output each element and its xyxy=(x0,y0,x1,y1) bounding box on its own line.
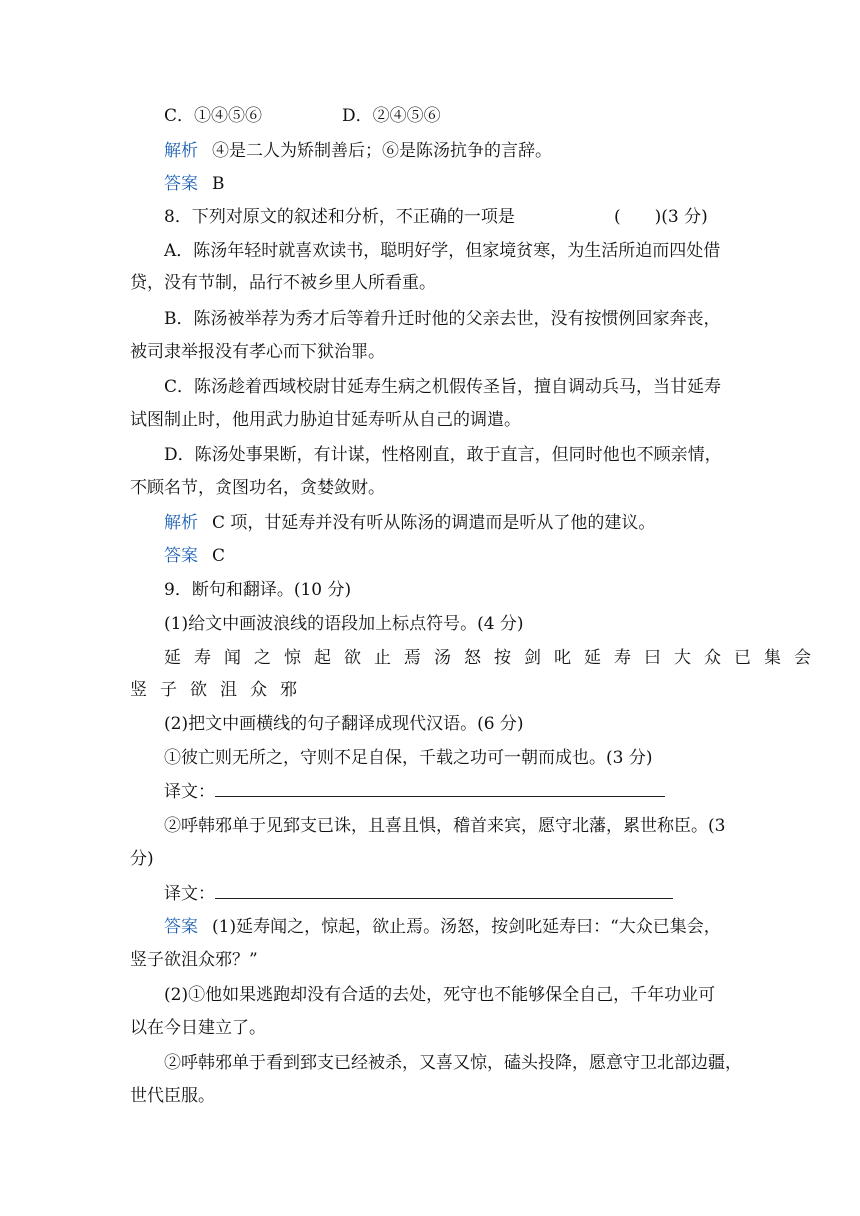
answer-label: 答案 xyxy=(164,546,198,566)
q9-passage-line2: 竖子欲沮众邪 xyxy=(130,680,310,700)
q8-option-c-line2: 试图制止时，他用武力胁迫甘延寿听从自己的调遣。 xyxy=(130,410,521,430)
answer-text: B xyxy=(212,174,225,194)
q8-option-a-line1: A．陈汤年轻时就喜欢读书，聪明好学，但家境贫寒，为生活所迫而四处借 xyxy=(164,241,721,261)
q9-translation-1 xyxy=(164,780,665,804)
q9-sentence1: ①彼亡则无所之，守则不足自保，千载之功可一朝而成也。(3 分) xyxy=(164,748,653,768)
q9-sentence2-line2: 分) xyxy=(130,849,154,869)
q9-answer2-line1: (2)①他如果逃跑却没有合适的去处，死守也不能够保全自己，千年功业可 xyxy=(164,985,716,1005)
q9-answer1-line1 xyxy=(164,915,721,939)
q8-analysis xyxy=(164,511,655,535)
q9-part2: (2)把文中画横线的句子翻译成现代汉语。(6 分) xyxy=(164,714,524,734)
q7-answer xyxy=(164,172,225,196)
q9-answer1-line2: 竖子欲沮众邪？” xyxy=(130,950,258,970)
q9-answer3-line2: 世代臣服。 xyxy=(130,1086,215,1106)
q8-stem-paren: ( )(3 分) xyxy=(614,207,708,227)
q8-stem: 8．下列对原文的叙述和分析，不正确的一项是 xyxy=(164,207,515,227)
q7-option-c: C．①④⑤⑥ xyxy=(164,106,263,126)
q7-analysis xyxy=(164,139,552,163)
answer1-text: (1)延寿闻之，惊起，欲止焉。汤怒，按剑叱延寿曰：“大众已集会， xyxy=(212,917,721,937)
q9-sentence2-line1: ②呼韩邪单于见郅支已诛，且喜且惧，稽首来宾，愿守北藩，累世称臣。(3 xyxy=(164,816,726,836)
answer-label: 答案 xyxy=(164,174,198,194)
translation-blank-1[interactable] xyxy=(215,780,665,797)
translation-label: 译文： xyxy=(164,884,215,904)
translation-label: 译文： xyxy=(164,782,215,802)
q8-answer xyxy=(164,544,225,568)
answer-text: C xyxy=(212,546,226,566)
q9-translation-2 xyxy=(164,882,673,906)
q9-answer2-line2: 以在今日建立了。 xyxy=(130,1018,266,1038)
q9-answer3-line1: ②呼韩邪单于看到郅支已经被杀，又喜又惊，磕头投降，愿意守卫北部边疆， xyxy=(164,1053,742,1073)
analysis-text: C 项，甘延寿并没有听从陈汤的调遣而是听从了他的建议。 xyxy=(212,513,656,533)
analysis-label: 解析 xyxy=(164,513,198,533)
q9-part1: (1)给文中画波浪线的语段加上标点符号。(4 分) xyxy=(164,614,524,634)
q9-stem: 9．断句和翻译。(10 分) xyxy=(164,580,352,600)
q8-option-a-line2: 贷，没有节制，品行不被乡里人所看重。 xyxy=(130,273,436,293)
q8-option-c-line1: C．陈汤趁着西域校尉甘延寿生病之机假传圣旨，擅自调动兵马，当甘延寿 xyxy=(164,377,722,397)
q8-option-d-line2: 不顾名节，贪图功名，贪婪敛财。 xyxy=(130,478,385,498)
q7-option-d: D．②④⑤⑥ xyxy=(342,106,441,126)
q8-option-d-line1: D．陈汤处事果断，有计谋，性格刚直，敢于直言，但同时他也不顾亲情， xyxy=(164,445,722,465)
q8-option-b-line1: B．陈汤被举荐为秀才后等着升迁时他的父亲去世，没有按惯例回家奔丧， xyxy=(164,309,721,329)
answer-label: 答案 xyxy=(164,917,198,937)
analysis-label: 解析 xyxy=(164,141,198,161)
q8-option-b-line2: 被司隶举报没有孝心而下狱治罪。 xyxy=(130,342,385,362)
translation-blank-2[interactable] xyxy=(215,882,673,899)
analysis-text: ④是二人为矫制善后；⑥是陈汤抗争的言辞。 xyxy=(212,141,552,161)
q9-passage-line1: 延寿闻之惊起欲止焉汤怒按剑叱延寿曰大众已集会 xyxy=(164,648,824,668)
